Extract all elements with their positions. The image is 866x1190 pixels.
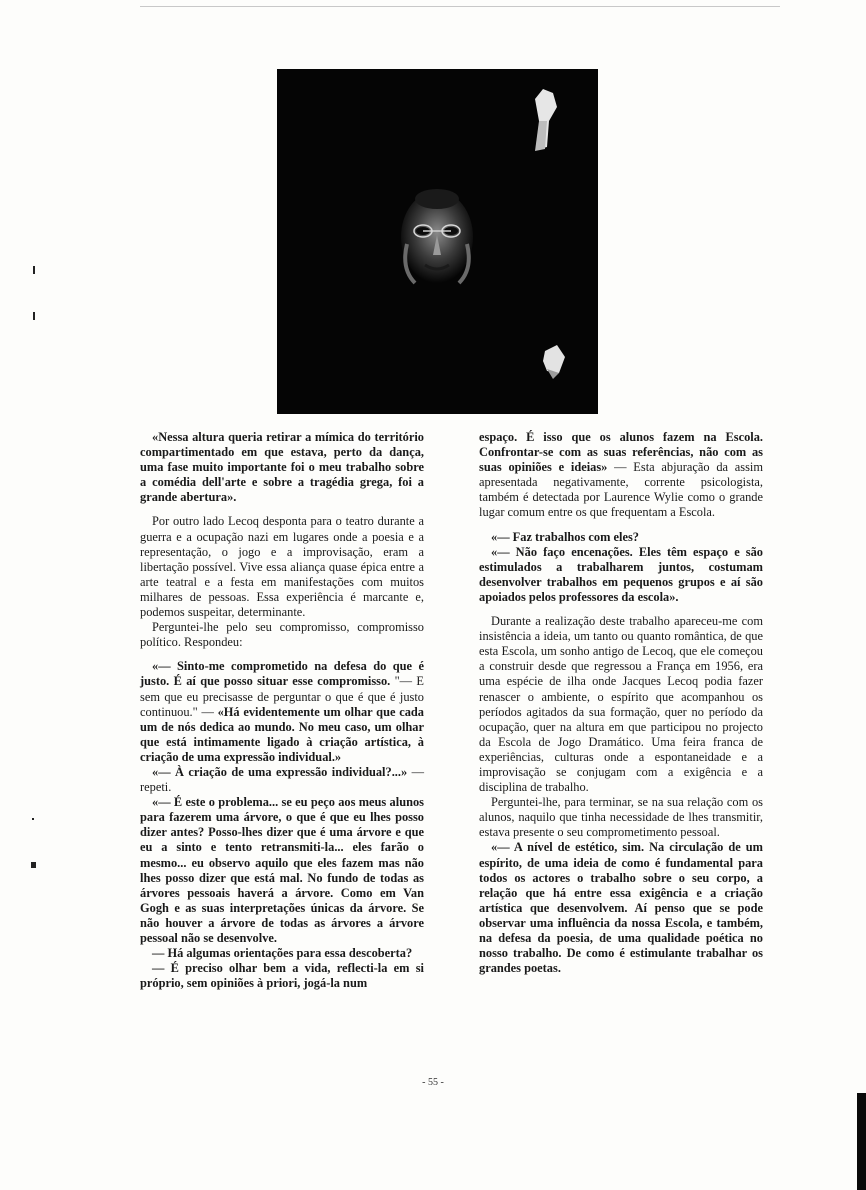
paragraph-look-at-life: — É preciso olhar bem a vida, reflecti-la em si próprio, sem opiniões à priori, jogá-la num [140,961,424,991]
paragraph-orientation-question: — Há algumas orientações para essa descoberta? [152,946,413,961]
paragraph-individual-expression [140,765,424,795]
answer-narration: "— E sem que eu precisasse de perguntar o que é que é justo continuou." — [140,674,424,719]
space-narration: — Esta abjuração da assim apresentada negativamente, corrente psicologista, também é detectada por Laurence Wylie como o grande lugar comum entre os que frequentam a Escola. [479,460,763,520]
paragraph-space-continuation [479,430,763,521]
question-narration: — repeti. [140,764,424,795]
paragraph-tree: «— É este o problema... se eu peço aos meus alunos para fazerem uma árvore, o que é que eu lhes posso dizer antes? Posso-lhes dizer que é uma árvore e que eu a sinto e tento retransmiti-la... eles farão o mesmo... eu observo aquilo que eles fazem mas não lhes posso dizer que está mal. No fundo de todas as árvores pessoais haverá a árvore. Como em Van Gogh e as suas interpretações únicas da árvore. Se não houver a árvore de todas as árvores a árvore pessoal não se desenvolve. [140,795,424,945]
margin-mark [33,266,35,274]
paragraph-final-question: Perguntei-lhe, para terminar, se na sua relação com os alunos, naquilo que tinha necessidade de lhes transmitir, estava presente o seu comprometimento pessoal. [479,795,763,840]
portrait-photo-icon [277,69,598,414]
paragraph-aesthetic-answer: «— A nível de estético, sim. Na circulação de um espírito, de uma ideia de como é fundamental para todos os actores o trabalho sobre o seu corpo, a relação que há entre essa exigência e a criação artística que desenvolvem. Aí penso que se pode observar uma influência da nossa Escola, e também, na defesa da poesia, de uma qualidade poética no nosso trabalho. De como é estimulante trabalhar os grandes poetas. [479,840,763,976]
left-text-column [140,430,424,991]
paragraph-quote-mime: «Nessa altura queria retirar a mímica do território compartimentado em que estava, perto da dança, uma fase muito importante foi o meu trabalho sobre a comédia dell'arte e sobre a tragédia grega, foi a grande abertura». [140,430,424,505]
top-scan-line [140,6,780,7]
margin-mark [33,312,35,320]
margin-mark [32,818,34,820]
paragraph-no-staging: «— Não faço encenações. Eles têm espaço e são estimulados a trabalharem juntos, costumam desenvolver trabalhos em pequenos grupos e aí são apoiados pelos professores da escola». [479,544,763,604]
scan-edge-bar [857,1093,866,1190]
page-number: - 55 - [422,1077,444,1088]
portrait-photo-graphic [277,69,598,414]
space-bold: espaço. É isso que os alunos fazem na Escola. Confrontar-se com as suas referências, não com as suas opiniões e ideias» [479,430,763,475]
margin-mark [31,862,36,868]
question-bold: «— À criação de uma expressão individual?...» [152,764,408,779]
paragraph-question-commitment: Perguntei-lhe pelo seu compromisso, compromisso político. Respondeu: [140,620,424,650]
paragraph-answer-commitment [140,659,424,765]
paragraph-work-question: «— Faz trabalhos com eles? [491,529,639,544]
answer-bold-end: «Há evidentemente um olhar que cada um de nós dedica ao mundo. No meu caso, um olhar que está intimamente ligado à criação artística, à criação de uma expressão individual.» [140,704,424,764]
right-text-column [479,430,763,976]
paragraph-school-island: Durante a realização deste trabalho apareceu-me com insistência a ideia, um tanto ou quanto romântica, de que esta Escola, um sonho antigo de Lecoq, que ele começou a construir desde que regressou a França em 1956, era uma espécie de ilha onde Jacques Lecoq podia fazer renascer o ambiente, o espírito que acompanhou os períodos agitados da sua formação, quer no período da ocupação, quer na altura em que participou no projecto da Escola de Jogo Dramático. Uma feira franca de experiências, culturas onde a espontaneidade e a improvisação se conjugam com a exigência e a disciplina de trabalho. [479,614,763,795]
paragraph-lecoq-war: Por outro lado Lecoq desponta para o teatro durante a guerra e a ocupação nazi em lugares onde a poesia e a representação, o jogo e a improvisação, eram a libertação possível. Vive essa aliança quase épica entre a arte teatral e a festa em manifestações com muitos milhares de pessoas. Essa experiência é marcante e, podemos suspeitar, determinante. [140,514,424,620]
answer-bold-start: «— Sinto-me comprometido na defesa do que é justo. É aí que posso situar esse compromisso. [140,659,424,689]
